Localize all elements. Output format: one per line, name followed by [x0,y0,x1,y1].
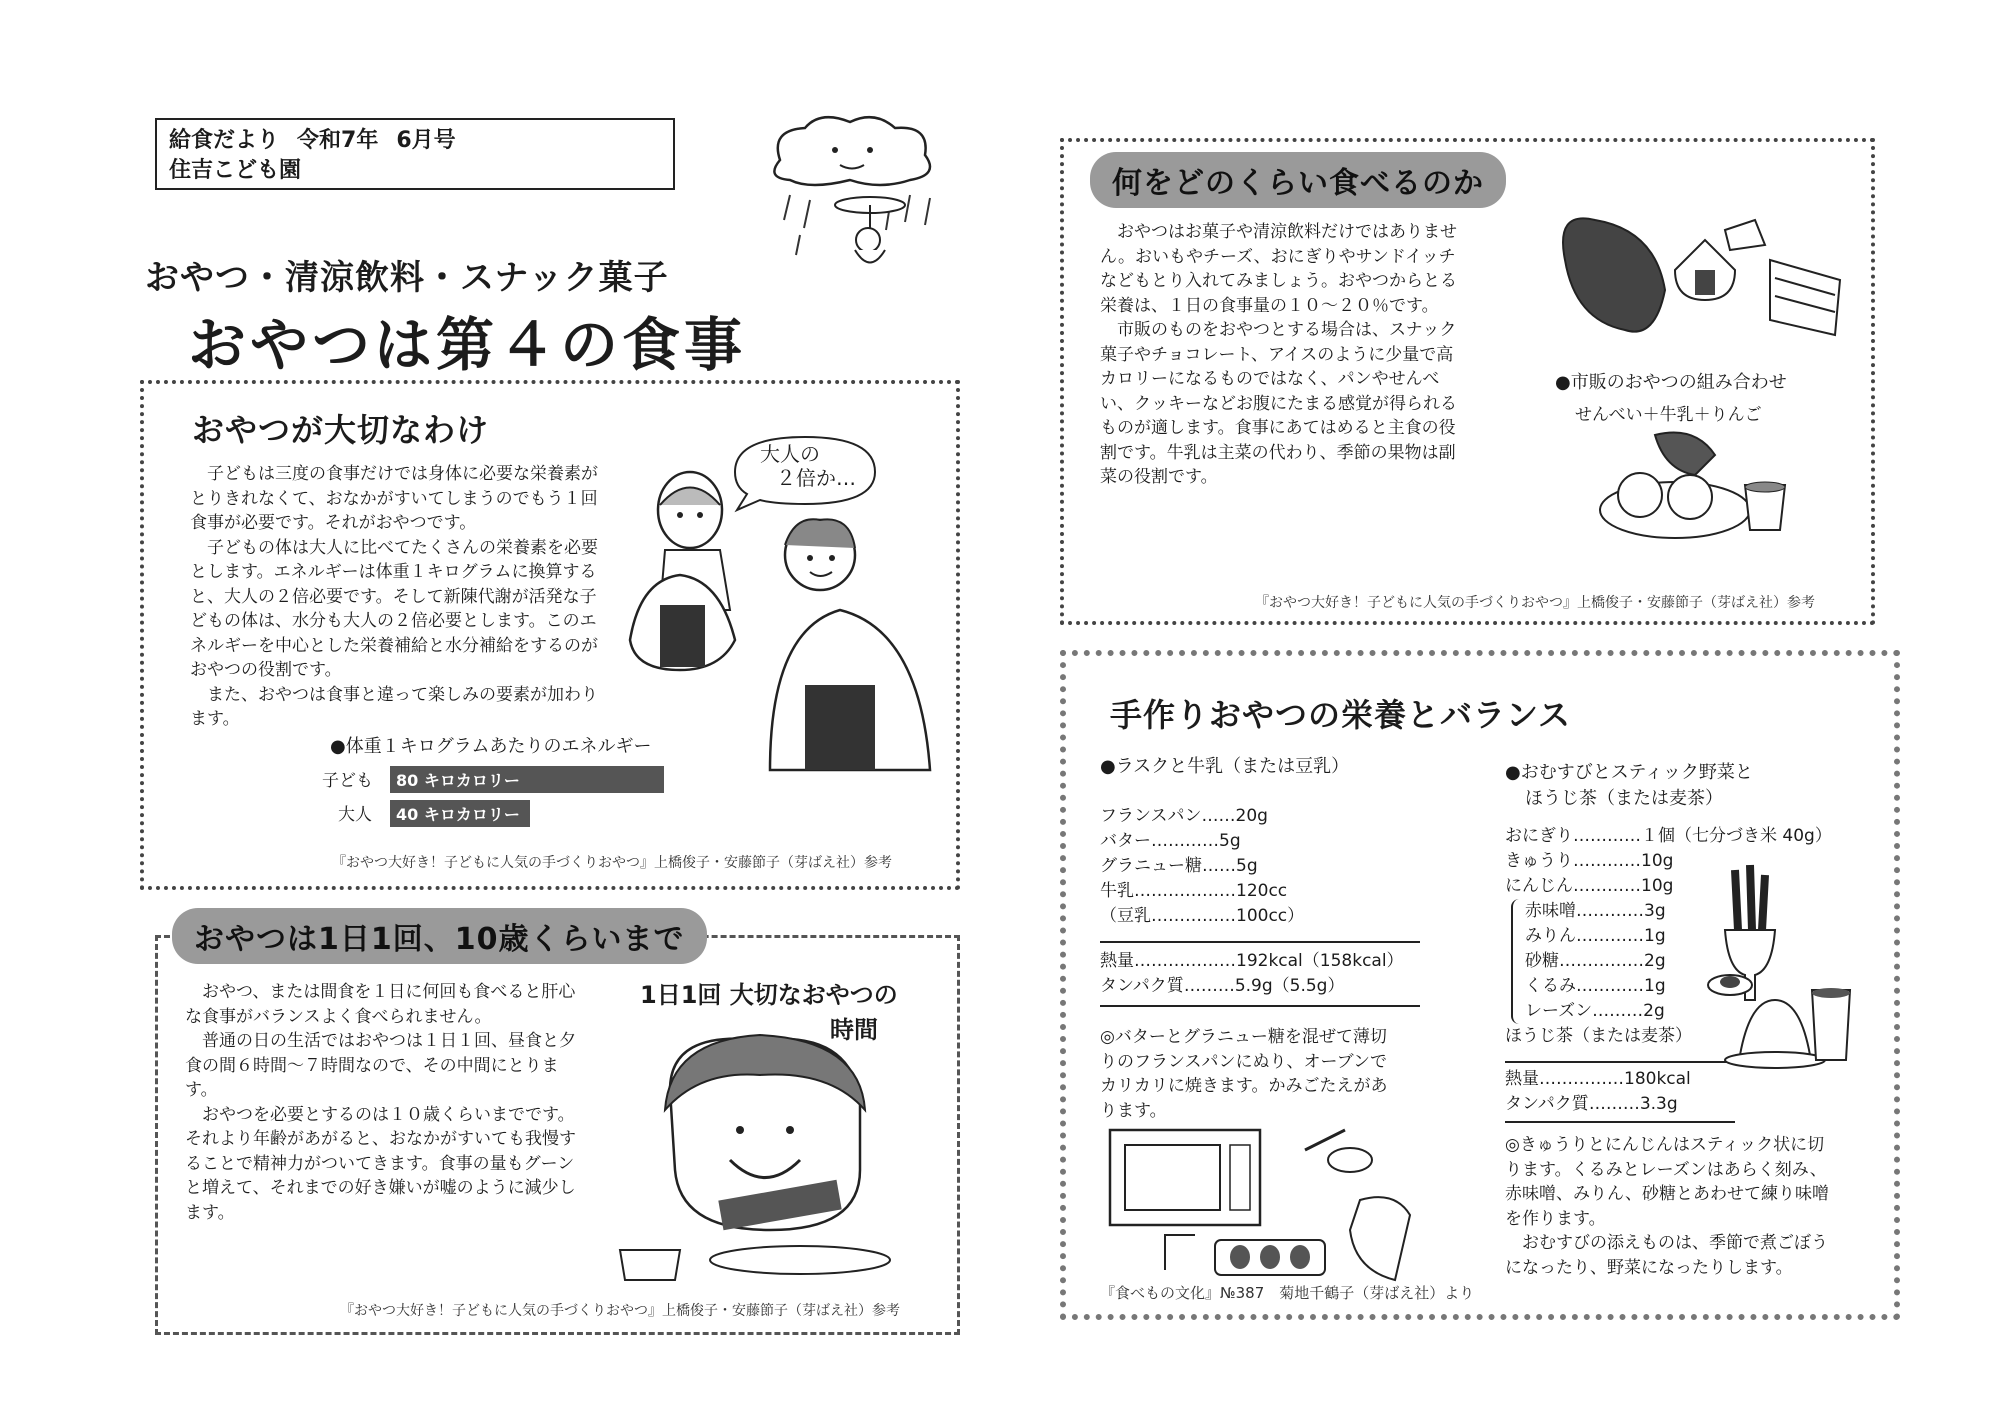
divider [1100,941,1420,943]
ingredient-row: （豆乳……………100cc） [1100,906,1305,926]
ingredient-row: 赤味噌…………3g [1525,901,1666,921]
rain-cloud-illustration [760,110,960,280]
handwritten-caption: 1日1回 大切なおやつの 時間 [640,981,898,1044]
nutrition-row: 熱量………………192kcal（158kcal） [1100,951,1404,971]
divider [1100,1005,1420,1007]
ingredient-row: きゅうり…………10g [1505,851,1674,871]
newsletter-header [155,118,675,190]
ingredient-row: フランスパン……20g [1100,806,1268,826]
recipe-rusk [1100,752,1430,1123]
ingredient-row: 牛乳………………120cc [1100,881,1288,901]
paragraph: おやつはお菓子や清涼飲料だけではありません。おいもやチーズ、おにぎりやサンドイッチなどもとり入れてみましょう。おやつからとる栄養は、１日の食事量の１０〜２０％です。 [1100,222,1457,316]
section-heading-pill: 何をどのくらい食べるのか [1090,152,1506,208]
nutrition-row: タンパク質………3.3g [1505,1094,1678,1114]
paragraph: おやつを必要とするのは１０歳くらいまでです。それより年齢があがると、おなかがすいても我慢することで精神力がついてきます。食事の量もグーンと増えて、それまでの好き嫌いが嘘のように減少します。 [185,1104,576,1223]
section-body [1100,220,1470,490]
header-title: 給食だより [169,128,280,153]
section-heading: おやつが大切なわけ [192,411,490,449]
adult-and-child-onigiri-illustration [620,470,950,770]
section-body [185,980,590,1225]
reference: 『おやつ大好き！子どもに人気の手づくりおやつ』上橋俊子・安藤節子（芽ばえ社）参考 [1255,595,1815,611]
header-era: 令和7年 [297,128,379,153]
ingredient-row: くるみ…………1g [1525,976,1666,996]
ingredient-row: バター…………5g [1100,831,1241,851]
paragraph: 子どもは三度の食事だけでは身体に必要な栄養素がとりきれなくて、おなかがすいてしまうのでもう１回食事が必要です。それがおやつです。 [190,464,598,533]
recipe-title: ●おむすびとスティック野菜と [1505,762,1753,783]
nutrition-row: タンパク質………5.9g（5.5g） [1100,976,1345,996]
snack-foods-illustration [1555,200,1855,350]
header-issue: 6月号 [396,128,456,153]
ingredient-row: 砂糖……………2g [1525,951,1666,971]
child-eating-illustration [610,1030,940,1270]
paragraph: 普通の日の生活ではおやつは１日１回、昼食と夕食の間６時間〜７時間なので、その中間にとります。 [185,1031,576,1100]
paragraph: 子どもの体は大人に比べてたくさんの栄養素を必要とします。エネルギーは体重１キログラムに換算すると、大人の２倍必要です。そして新陳代謝が活発な子どもの体は、水分も大人の２倍必要とします。このエネルギーを中心とした栄養補給と水分補給をするのがおやつの役割です。 [190,537,598,680]
onigiri-sticks-tea-illustration [1700,860,1860,1070]
ingredient-row: レーズン………2g [1525,1001,1665,1021]
reference: 『おやつ大好き！子どもに人気の手づくりおやつ』上橋俊子・安藤節子（芽ばえ社）参考 [332,855,892,871]
section-body [190,462,610,732]
paragraph: おやつ、または間食を１日に何回も食べると肝心な食事がバランスよく食べられません。 [185,982,576,1027]
paragraph: 市販のものをおやつとする場合は、スナック菓子やチョコレート、アイスのように少量で高カロリーになるものではなく、パンやせんべい、クッキーなどお腹にたまる感覚が得られるものが適します。食事にあてはめると主食の役割です。牛乳は主菜の代わり、季節の果物は副菜の役割です。 [1100,320,1457,487]
energy-row-child: 子ども 80 キロカロリー [322,766,664,793]
bubble-text: 大人の ２倍か… [760,442,856,490]
recipe-note: ◎バターとグラニュー糖を混ぜて薄切りのフランスパンにぬり、オーブンでカリカリに焼きます。かみごたえがあります。 [1100,1027,1388,1121]
recipe-title: ほうじ茶（または麦茶） [1525,788,1723,809]
recipe-title: ●ラスクと牛乳（または豆乳） [1100,756,1350,777]
paragraph: また、おやつは食事と違って楽しみの要素が加わります。 [190,684,598,729]
recipe-note: ◎きゅうりとにんじんはスティック状に切ります。くるみとレーズンはあらく刻み、赤味噌、みりん、砂糖とあわせて練り味噌を作ります。 [1505,1135,1830,1229]
section-heading-pill: おやつは1日1回、10歳くらいまで [172,908,707,964]
energy-bar-child: 80 キロカロリー [390,766,664,793]
combo-title: ●市販のおやつの組み合わせ [1555,372,1787,393]
oven-rusk-illustration [1105,1120,1435,1280]
divider [1505,1121,1735,1123]
energy-title: ●体重１キログラムあたりのエネルギー [330,736,652,757]
tea-row: ほうじ茶（または麦茶） [1505,1026,1692,1046]
reference: 『おやつ大好き！子どもに人気の手づくりおやつ』上橋俊子・安藤節子（芽ばえ社）参考 [340,1303,900,1319]
recipe-note: おむすびの添えものは、季節で煮ごぼうになったり、野菜になったりします。 [1505,1233,1828,1278]
ingredient-row: にんじん…………10g [1505,876,1674,896]
ingredient-row: みりん…………1g [1525,926,1666,946]
energy-bar-adult: 40 キロカロリー [390,800,530,827]
senbei-milk-apple-illustration [1595,425,1795,545]
nutrition-row: 熱量……………180kcal [1505,1069,1691,1089]
combo-text: せんべい＋牛乳＋りんご [1575,405,1762,425]
ingredient-row: おにぎり…………１個（七分づき米 40g） [1505,826,1832,846]
main-title: おやつは第４の食事 [188,311,747,379]
header-school: 住吉こども園 [169,158,302,183]
section-heading: 手作りおやつの栄養とバランス [1110,696,1572,734]
reference: 『食べもの文化』№387 菊地千鶴子（芽ばえ社）より [1100,1284,1475,1302]
ingredient-row: グラニュー糖……5g [1100,856,1258,876]
subtitle: おやつ・清涼飲料・スナック菓子 [145,258,669,298]
energy-row-adult: 大人 40 キロカロリー [338,800,530,827]
